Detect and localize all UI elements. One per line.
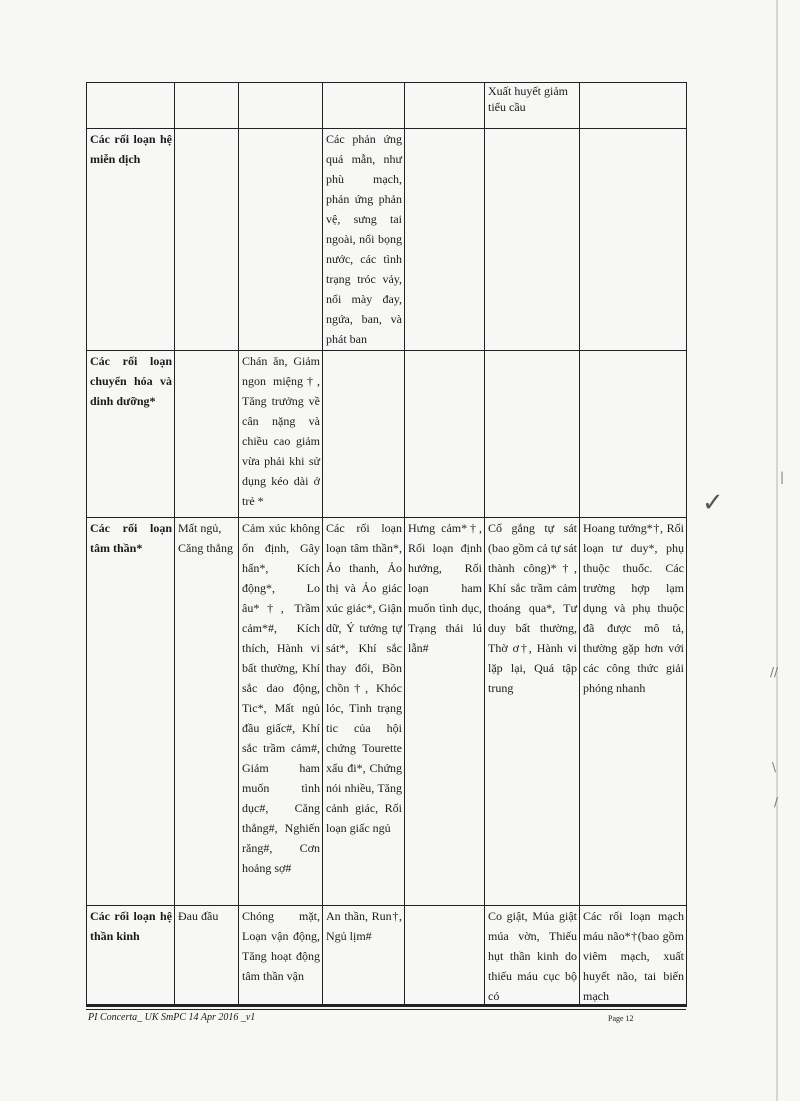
table-row: [87, 83, 687, 129]
table-cell: Chán ăn, Giảm ngon miệng†, Tăng trưởng về cân nặng và chiều cao giảm vừa phải khi sử dụng kéo dài ở trẻ *: [239, 351, 323, 518]
table-cell: Hoang tưởng*†, Rối loạn tư duy*, phụ thuộc thuốc. Các trường hợp lạm dụng và phụ thuộc đã được mô tả, thường gặp hơn với các công thức giải phóng nhanh: [580, 518, 687, 906]
table-row: [87, 906, 687, 1007]
table-cell: Các rối loạn tâm thần*: [87, 518, 175, 906]
table-cell: [580, 351, 687, 518]
table-cell: Các phản ứng quá mẫn, như phù mạch, phản ứng phản vệ, sưng tai ngoài, nổi bọng nước, các tình trạng tróc vảy, nổi mày đay, ngứa, ban, và phát ban: [323, 129, 405, 351]
table-cell: Co giật, Múa giật múa vờn, Thiếu hụt thần kinh do thiếu máu cục bộ có: [485, 906, 580, 1007]
table-cell: [175, 83, 239, 129]
page-edge: [776, 0, 778, 1101]
margin-mark: /: [774, 795, 779, 809]
table-cell: Các rối loạn loạn tâm thần*, Ảo thanh, Ảo thị và Ảo giác xúc giác*, Giận dữ, Ý tưởng tự sát*, Khí sắc thay đổi, Bồn chồn†, Khóc lóc, Tình trạng tic của hội chứng Tourette xấu đi*, Chứng nói nhiều, Tăng cảnh giác, Rối loạn giấc ngủ: [323, 518, 405, 906]
table-cell: Đau đầu: [175, 906, 239, 1007]
table-cell: An thần, Run†, Ngủ lịm#: [323, 906, 405, 1007]
table-cell: Chóng mặt, Loạn vận động, Tăng hoạt động tâm thần vận: [239, 906, 323, 1007]
table-cell: [405, 129, 485, 351]
table-cell: [239, 129, 323, 351]
table-cell: Các rối loạn chuyển hóa và dinh dưỡng*: [87, 351, 175, 518]
table-cell: [87, 83, 175, 129]
table-cell: Cố gắng tự sát (bao gồm cả tự sát thành công)*†, Khí sắc trầm cảm thoáng qua*, Tư duy bất thường, Thờ ơ†, Hành vi lặp lại, Quá tập trung: [485, 518, 580, 906]
table-row: [87, 129, 687, 351]
table-cell: [580, 129, 687, 351]
adverse-reactions-table: [86, 82, 687, 1007]
footer-rule: [86, 1004, 686, 1007]
table-cell: Cảm xúc không ổn định, Gây hấn*, Kích động*, Lo âu*†, Trầm cảm*#, Kích thích, Hành vi bất thường, Khí sắc dao động, Tic*, Mất ngủ đầu giấc#, Khí sắc trầm cảm#, Giảm ham muốn tình dục#, Căng thẳng#, Nghiến răng#, Cơn hoảng sợ#: [239, 518, 323, 906]
table-cell: Hưng cảm*†, Rối loạn định hướng, Rối loạn ham muốn tình dục, Trạng thái lú lẫn#: [405, 518, 485, 906]
table-cell: Các rối loạn mạch máu não*†(bao gồm viêm mạch, xuất huyết não, tai biến mạch: [580, 906, 687, 1007]
table-cell: [405, 83, 485, 129]
table-cell: [175, 351, 239, 518]
table-cell: [580, 83, 687, 129]
table-cell: [175, 129, 239, 351]
table-cell: Các rối loạn hệ thần kinh: [87, 906, 175, 1007]
margin-mark: |: [780, 470, 785, 484]
table-cell: [323, 83, 405, 129]
table-cell: [485, 351, 580, 518]
margin-mark: //: [770, 665, 779, 679]
handwritten-checkmark: ✓: [702, 488, 724, 518]
table-row: [87, 518, 687, 906]
footer-page-number: Page 12: [608, 1014, 634, 1023]
margin-mark: \: [772, 760, 777, 774]
table-cell: Các rối loạn hệ miễn dịch: [87, 129, 175, 351]
table-row: [87, 351, 687, 518]
table-cell: [323, 351, 405, 518]
table-cell: [405, 351, 485, 518]
footer-rule: [86, 1009, 686, 1010]
table-cell: Mất ngủ, Căng thẳng: [175, 518, 239, 906]
table-cell: Xuất huyết giảm tiểu cầu: [485, 83, 580, 129]
footer-document-id: PI Concerta_ UK SmPC 14 Apr 2016 _v1: [88, 1012, 256, 1023]
table-cell: [485, 129, 580, 351]
table-cell: [239, 83, 323, 129]
table-cell: [405, 906, 485, 1007]
